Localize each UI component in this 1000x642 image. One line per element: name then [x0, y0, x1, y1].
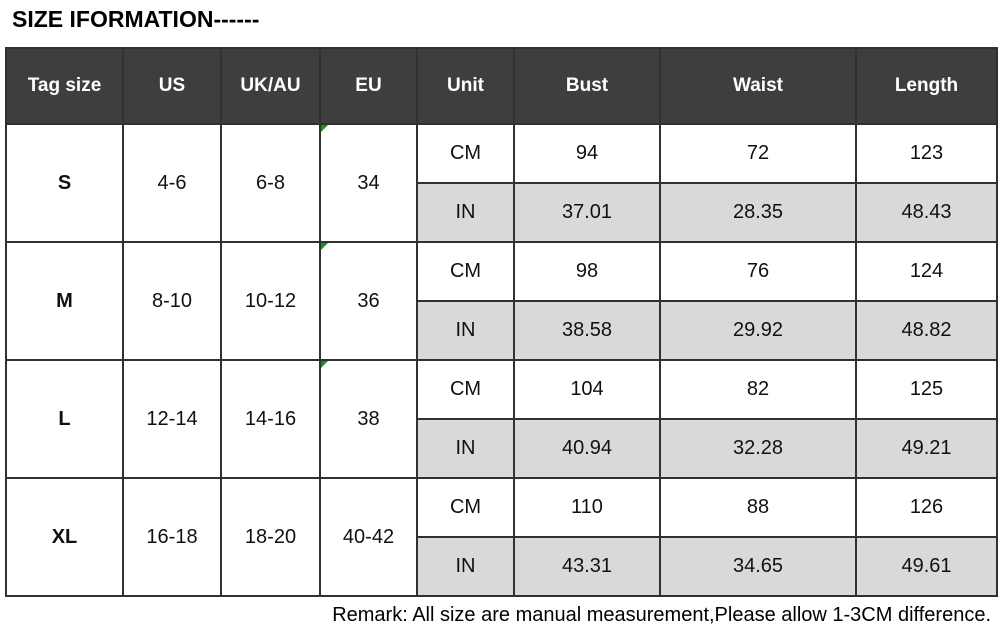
waist-in-cell: 34.65 [660, 537, 856, 596]
eu-size-cell: 38 [320, 360, 417, 478]
column-header-eu: EU [320, 48, 417, 124]
uk-au-size-cell: 6-8 [221, 124, 320, 242]
bust-cm-cell: 98 [514, 242, 660, 301]
uk-au-size-cell: 18-20 [221, 478, 320, 596]
page-title: SIZE IFORMATION------ [12, 6, 260, 32]
column-header-us: US [123, 48, 221, 124]
column-header-tag-size: Tag size [6, 48, 123, 124]
length-in-cell: 48.43 [856, 183, 997, 242]
size-row-m-cm [6, 242, 997, 301]
waist-cm-cell: 72 [660, 124, 856, 183]
unit-in-cell: IN [417, 537, 514, 596]
size-chart-table [5, 47, 998, 597]
length-in-cell: 49.21 [856, 419, 997, 478]
length-cm-cell: 126 [856, 478, 997, 537]
eu-size-cell: 34 [320, 124, 417, 242]
bust-cm-cell: 104 [514, 360, 660, 419]
unit-in-cell: IN [417, 419, 514, 478]
length-cm-cell: 125 [856, 360, 997, 419]
us-size-cell: 12-14 [123, 360, 221, 478]
unit-in-cell: IN [417, 183, 514, 242]
us-size-cell: 8-10 [123, 242, 221, 360]
length-cm-cell: 124 [856, 242, 997, 301]
size-row-s-cm [6, 124, 997, 183]
column-header-unit: Unit [417, 48, 514, 124]
bust-cm-cell: 94 [514, 124, 660, 183]
tag-size-cell: M [6, 242, 123, 360]
length-in-cell: 48.82 [856, 301, 997, 360]
unit-cm-cell: CM [417, 242, 514, 301]
waist-in-cell: 32.28 [660, 419, 856, 478]
bust-cm-cell: 110 [514, 478, 660, 537]
length-in-cell: 49.61 [856, 537, 997, 596]
cell-error-flag-icon [321, 361, 328, 368]
waist-cm-cell: 88 [660, 478, 856, 537]
column-header-waist: Waist [660, 48, 856, 124]
size-row-l-cm [6, 360, 997, 419]
bust-in-cell: 43.31 [514, 537, 660, 596]
column-header-bust: Bust [514, 48, 660, 124]
us-size-cell: 16-18 [123, 478, 221, 596]
unit-cm-cell: CM [417, 478, 514, 537]
column-header-length: Length [856, 48, 997, 124]
column-header-uk-au: UK/AU [221, 48, 320, 124]
eu-size-cell: 40-42 [320, 478, 417, 596]
waist-cm-cell: 82 [660, 360, 856, 419]
uk-au-size-cell: 10-12 [221, 242, 320, 360]
eu-size-cell: 36 [320, 242, 417, 360]
size-row-xl-cm [6, 478, 997, 537]
unit-cm-cell: CM [417, 360, 514, 419]
cell-error-flag-icon [321, 243, 328, 250]
header-row [6, 48, 997, 124]
bust-in-cell: 37.01 [514, 183, 660, 242]
tag-size-cell: L [6, 360, 123, 478]
tag-size-cell: XL [6, 478, 123, 596]
waist-in-cell: 29.92 [660, 301, 856, 360]
length-cm-cell: 123 [856, 124, 997, 183]
tag-size-cell: S [6, 124, 123, 242]
us-size-cell: 4-6 [123, 124, 221, 242]
bust-in-cell: 40.94 [514, 419, 660, 478]
cell-error-flag-icon [321, 125, 328, 132]
remark-text: Remark: All size are manual measurement,Please allow 1-3CM difference. [332, 604, 991, 626]
unit-in-cell: IN [417, 301, 514, 360]
waist-cm-cell: 76 [660, 242, 856, 301]
unit-cm-cell: CM [417, 124, 514, 183]
waist-in-cell: 28.35 [660, 183, 856, 242]
bust-in-cell: 38.58 [514, 301, 660, 360]
uk-au-size-cell: 14-16 [221, 360, 320, 478]
